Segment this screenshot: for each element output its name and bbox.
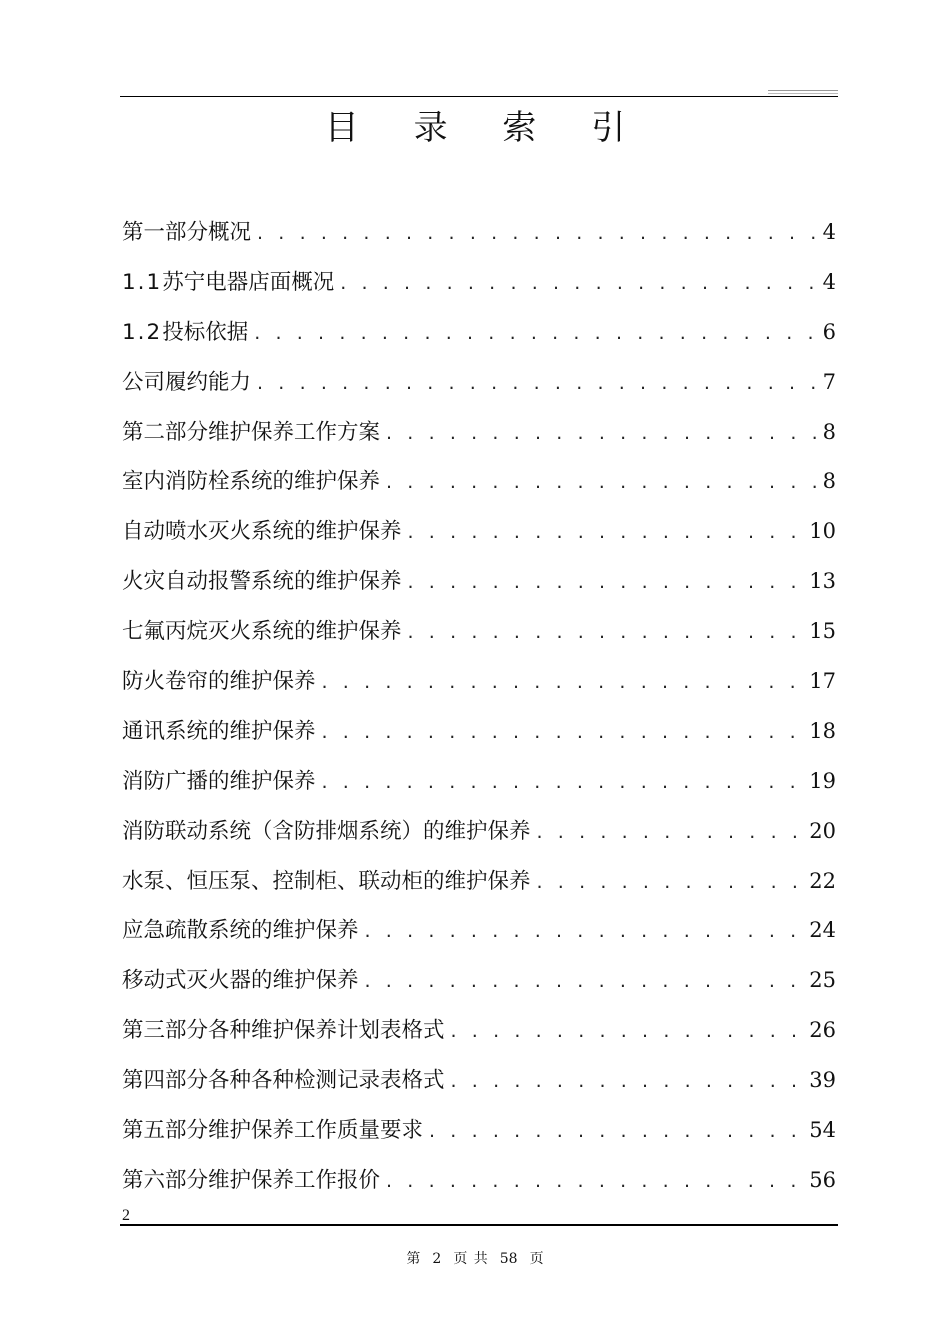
toc-entry-title: 应急疏散系统的维护保养 bbox=[122, 918, 359, 944]
dot-leader bbox=[408, 508, 804, 558]
toc-entry-title: 七氟丙烷灭火系统的维护保养 bbox=[122, 619, 402, 645]
dot-leader bbox=[340, 259, 816, 309]
toc-entry[interactable] bbox=[122, 557, 836, 607]
toc-entry-title: 公司履约能力 bbox=[122, 369, 252, 395]
header-rule bbox=[120, 96, 838, 97]
toc-entry-page: 22 bbox=[809, 868, 836, 893]
dot-leader bbox=[408, 608, 804, 658]
toc-entry-title: 投标依据 bbox=[162, 319, 249, 345]
toc-entry-page: 13 bbox=[809, 569, 836, 594]
toc-entry-title: 防火卷帘的维护保养 bbox=[122, 669, 316, 695]
toc-entry-title: 各种维护保养计划表格式 bbox=[208, 1018, 445, 1044]
toc-entry-title: 维护保养工作报价 bbox=[208, 1167, 381, 1193]
toc-entry[interactable] bbox=[122, 408, 836, 458]
toc-entry-page: 24 bbox=[809, 918, 836, 943]
toc-entry[interactable] bbox=[122, 757, 836, 807]
toc-entry-page: 8 bbox=[822, 419, 836, 444]
toc-entry-page: 56 bbox=[809, 1167, 836, 1192]
toc-entry[interactable] bbox=[122, 707, 836, 757]
toc-entry-title: 苏宁电器店面概况 bbox=[162, 269, 335, 295]
toc-entry-title: 移动式灭火器的维护保养 bbox=[122, 968, 359, 994]
toc-entry-page: 20 bbox=[809, 818, 836, 843]
footer-pager bbox=[0, 1248, 950, 1268]
dot-leader bbox=[257, 359, 817, 409]
dot-leader bbox=[537, 808, 804, 858]
footer-page-number: 2 bbox=[122, 1207, 130, 1224]
toc-entry[interactable] bbox=[122, 1006, 836, 1056]
dot-leader bbox=[408, 558, 804, 608]
dot-leader bbox=[386, 1157, 803, 1207]
toc-entry-title: 维护保养工作方案 bbox=[208, 419, 381, 445]
page-title: 目 录 索 引 bbox=[324, 108, 648, 148]
pager-current: 2 bbox=[432, 1251, 442, 1267]
dot-leader bbox=[451, 1007, 804, 1057]
toc-entry[interactable] bbox=[122, 1106, 836, 1156]
toc-entry-title: 火灾自动报警系统的维护保养 bbox=[122, 569, 402, 595]
toc-entry-page: 8 bbox=[822, 469, 836, 494]
toc-entry-page: 26 bbox=[809, 1018, 836, 1043]
toc-entry[interactable] bbox=[122, 457, 836, 507]
toc-entry[interactable] bbox=[122, 807, 836, 857]
dot-leader bbox=[537, 858, 804, 908]
toc-entry-page: 17 bbox=[809, 669, 836, 694]
toc-entry-page: 39 bbox=[809, 1068, 836, 1093]
toc-entry-number: 1.2 bbox=[122, 319, 163, 345]
pager-mid: 页 共 bbox=[453, 1251, 488, 1267]
toc-entry-page: 10 bbox=[809, 519, 836, 544]
toc-entry[interactable] bbox=[122, 956, 836, 1006]
toc-entry-title: 水泵、恒压泵、控制柜、联动柜的维护保养 bbox=[122, 868, 531, 894]
toc-entry-page: 6 bbox=[822, 319, 836, 344]
pager-prefix: 第 bbox=[406, 1251, 421, 1267]
toc-entry-number: 1.1 bbox=[122, 269, 163, 295]
toc-entry[interactable] bbox=[122, 308, 836, 358]
toc-entry[interactable] bbox=[122, 607, 836, 657]
toc-entry-part: 第六部分 bbox=[122, 1167, 209, 1193]
dot-leader bbox=[322, 708, 804, 758]
toc-entry[interactable] bbox=[122, 258, 836, 308]
toc-entry-title: 各种各种检测记录表格式 bbox=[208, 1068, 445, 1094]
dot-leader bbox=[254, 309, 816, 359]
toc-entry-page: 15 bbox=[809, 619, 836, 644]
toc-entry-page: 18 bbox=[809, 718, 836, 743]
toc-entry-page: 25 bbox=[809, 968, 836, 993]
toc-entry-title: 概况 bbox=[208, 220, 252, 245]
header-mark-secondary bbox=[768, 93, 838, 94]
toc-entry-title: 通讯系统的维护保养 bbox=[122, 718, 316, 744]
table-of-contents bbox=[122, 208, 836, 1206]
toc-entry-title: 自动喷水灭火系统的维护保养 bbox=[122, 519, 402, 545]
toc-entry[interactable] bbox=[122, 1056, 836, 1106]
toc-entry-title: 消防联动系统（含防排烟系统）的维护保养 bbox=[122, 818, 531, 844]
pager-total: 58 bbox=[499, 1251, 518, 1267]
dot-leader bbox=[386, 458, 817, 508]
toc-entry[interactable] bbox=[122, 507, 836, 557]
toc-entry-title: 消防广播的维护保养 bbox=[122, 768, 316, 794]
toc-entry-title: 室内消防栓系统的维护保养 bbox=[122, 469, 381, 495]
toc-entry-page: 7 bbox=[822, 369, 836, 394]
dot-leader bbox=[365, 907, 804, 957]
dot-leader bbox=[257, 209, 817, 259]
toc-entry-part: 第四部分 bbox=[122, 1068, 209, 1094]
footer-rule bbox=[120, 1224, 838, 1226]
toc-entry[interactable] bbox=[122, 1156, 836, 1206]
toc-entry[interactable] bbox=[122, 657, 836, 707]
toc-entry-title: 维护保养工作质量要求 bbox=[208, 1118, 424, 1144]
dot-leader bbox=[365, 957, 804, 1007]
dot-leader bbox=[429, 1107, 803, 1157]
toc-entry[interactable] bbox=[122, 208, 836, 258]
toc-entry[interactable] bbox=[122, 358, 836, 408]
dot-leader bbox=[322, 758, 804, 808]
toc-entry-part: 第一部分 bbox=[122, 220, 209, 245]
toc-entry[interactable] bbox=[122, 857, 836, 907]
toc-entry-part: 第五部分 bbox=[122, 1118, 209, 1144]
dot-leader bbox=[386, 409, 817, 459]
toc-entry-part: 第三部分 bbox=[122, 1018, 209, 1044]
toc-entry-page: 54 bbox=[809, 1118, 836, 1143]
header-mark bbox=[768, 90, 838, 91]
toc-entry-page: 19 bbox=[809, 768, 836, 793]
toc-entry-part: 第二部分 bbox=[122, 419, 209, 445]
dot-leader bbox=[451, 1057, 804, 1107]
toc-entry-page: 4 bbox=[822, 269, 836, 294]
dot-leader bbox=[322, 658, 804, 708]
toc-entry[interactable] bbox=[122, 906, 836, 956]
pager-suffix: 页 bbox=[529, 1251, 544, 1267]
toc-entry-page: 4 bbox=[822, 220, 836, 244]
